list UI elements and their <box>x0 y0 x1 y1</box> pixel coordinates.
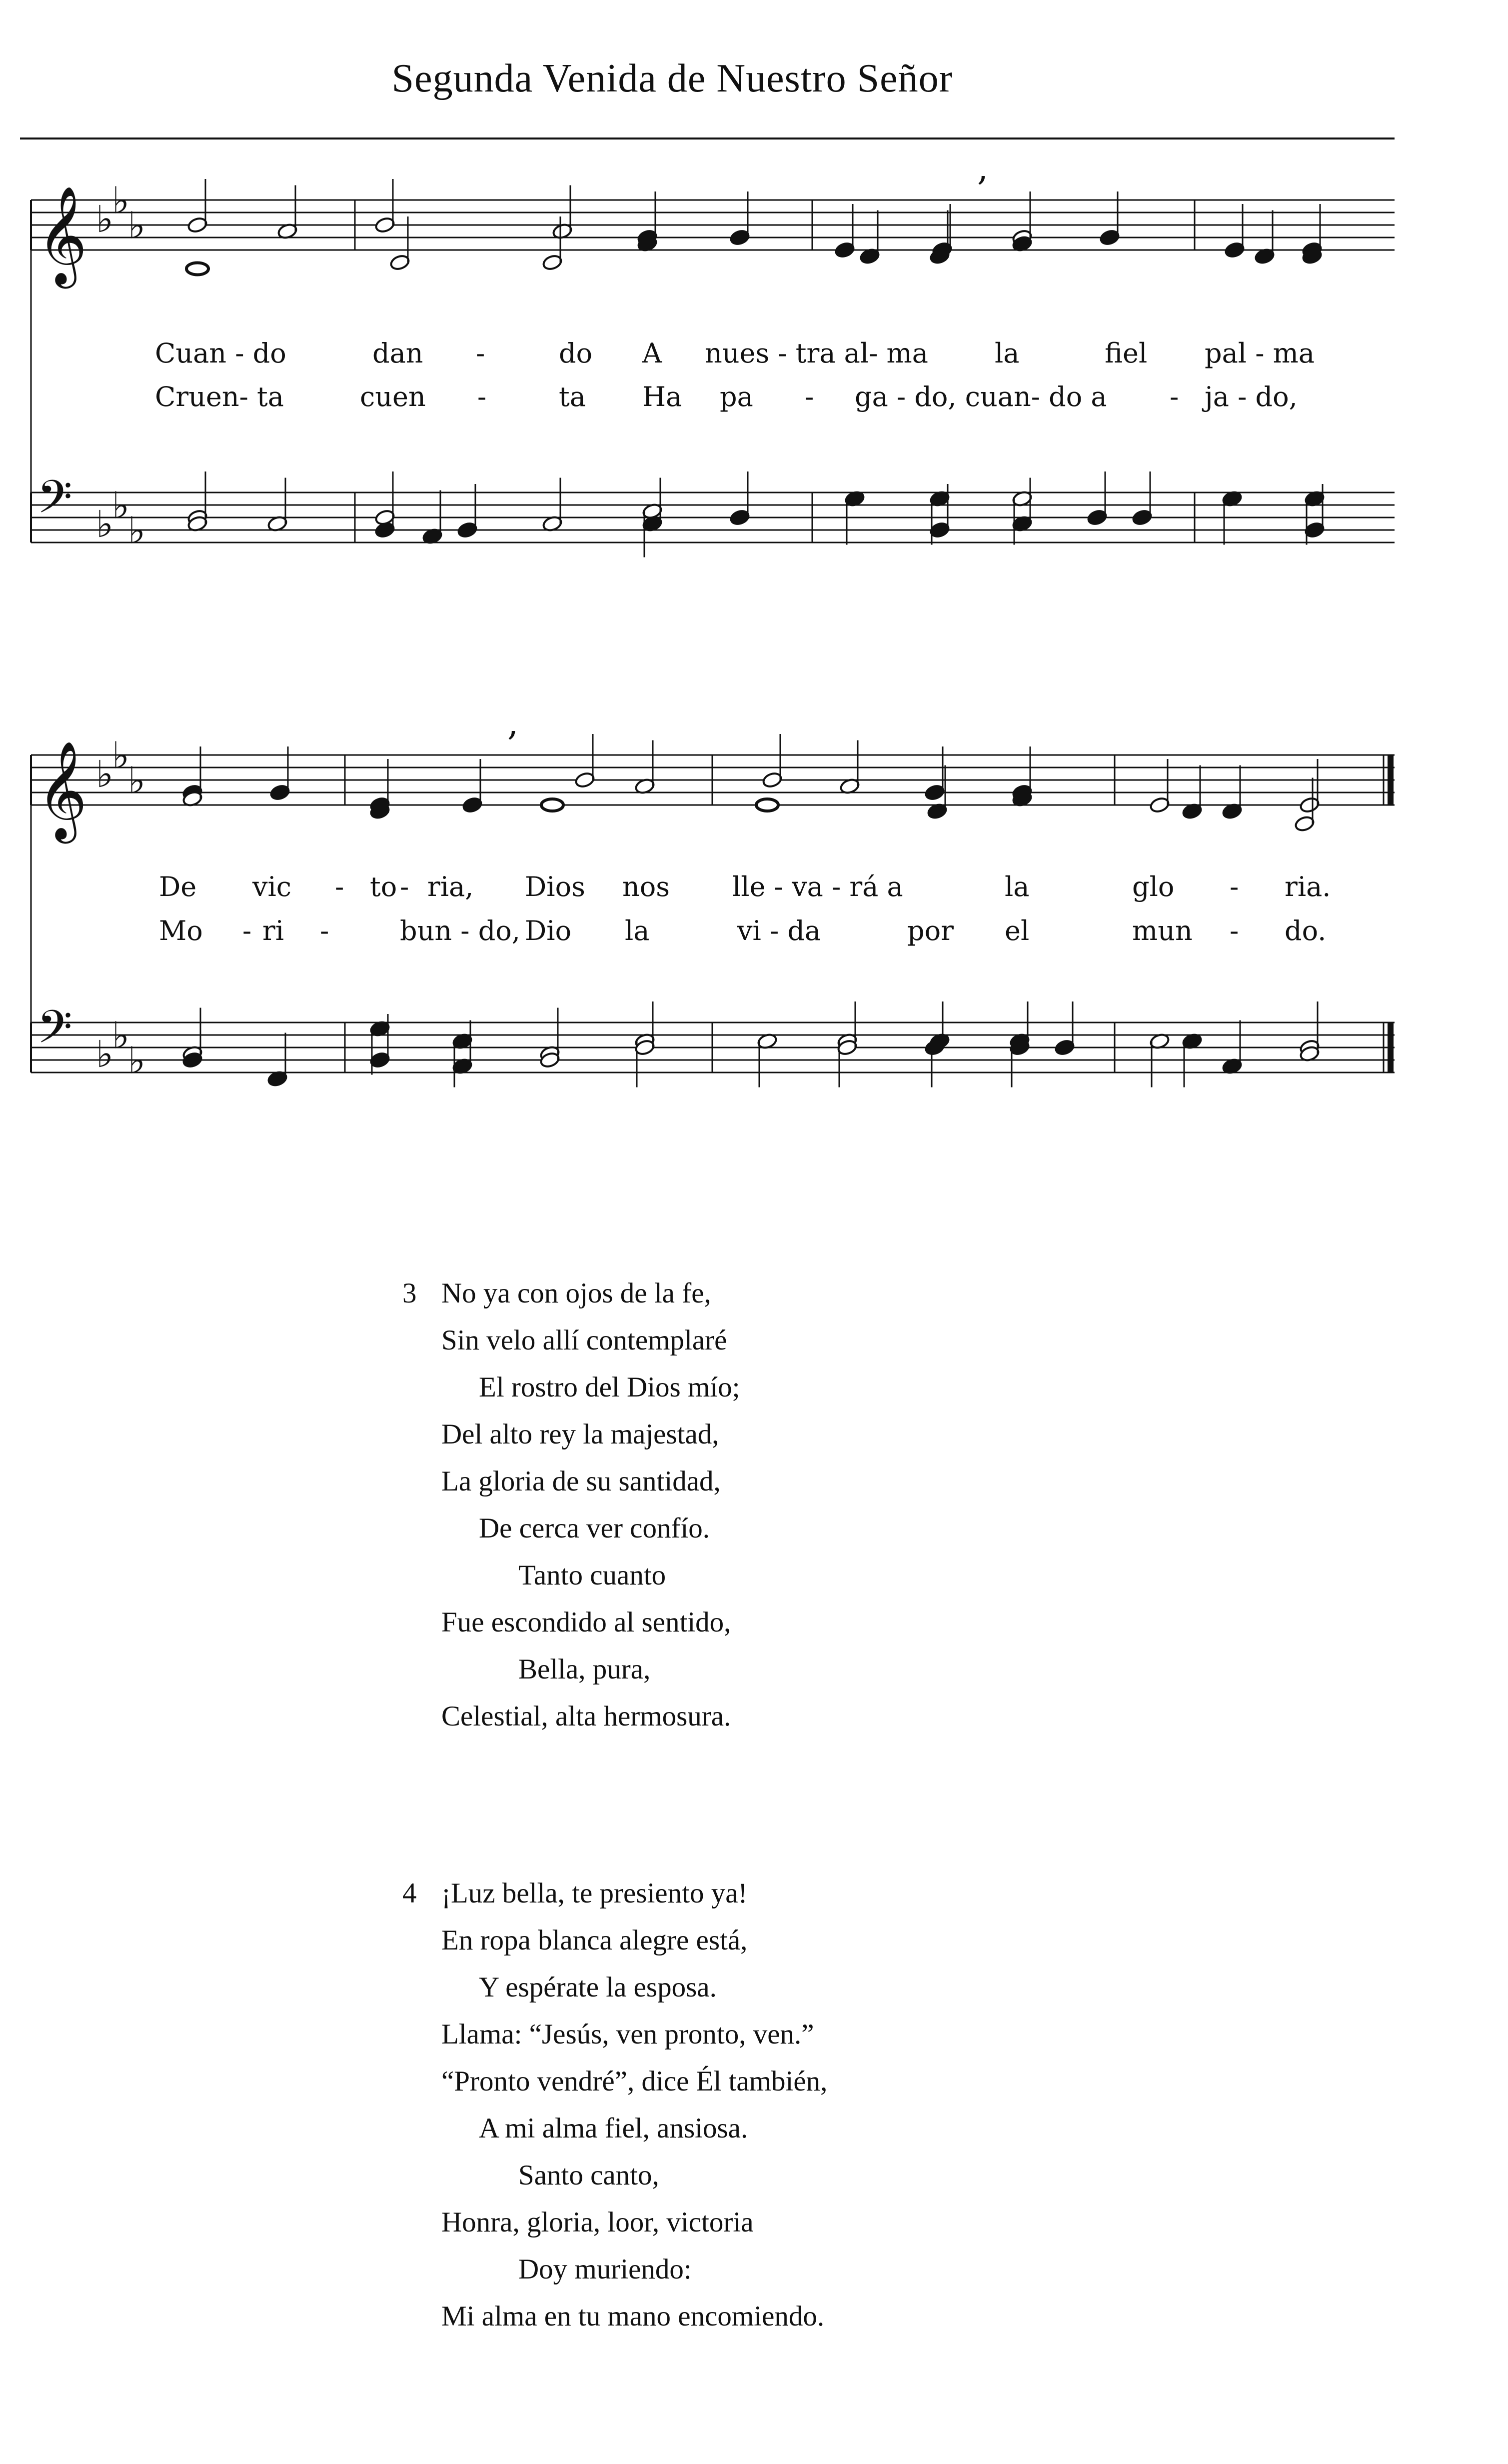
final-barline-thick <box>1388 1022 1394 1072</box>
treble-staff <box>31 734 1395 844</box>
lyric-syllable: glo <box>1132 871 1175 902</box>
lyric-syllable: De <box>159 871 197 902</box>
lyric-syllable: por <box>907 915 954 946</box>
lyric-syllable: A <box>642 338 662 369</box>
lyric-syllable: cuen <box>360 381 426 412</box>
lyric-syllable: - <box>805 381 814 412</box>
lyric-syllable: to <box>370 871 397 902</box>
flat-icon: ♭ <box>112 734 129 778</box>
breath-mark-icon: , <box>977 148 989 188</box>
lyric-syllable: mun <box>1132 915 1193 946</box>
stanza-line: Tanto cuanto <box>518 1560 666 1591</box>
stanza-3 <box>402 1270 1052 1750</box>
stanza-line: El rostro del Dios mío; <box>479 1372 740 1403</box>
stanza-line: Doy muriendo: <box>518 2254 692 2285</box>
lyric-syllable: - <box>1170 381 1179 412</box>
flat-icon: ♭ <box>128 759 145 802</box>
note-head <box>186 263 208 275</box>
flat-icon: ♭ <box>96 198 113 241</box>
lyric-syllable: pa <box>720 381 753 412</box>
lyric-syllable: la <box>995 338 1020 369</box>
stanza-line: Y espérate la esposa. <box>479 1972 717 2003</box>
page-title: Segunda Venida de Nuestro Señor <box>391 56 953 100</box>
lyric-syllable: Cruen- ta <box>155 381 284 412</box>
lyric-syllable: pal - ma <box>1205 338 1315 369</box>
lyric-syllable: - <box>400 871 409 902</box>
treble-staff <box>31 180 1395 289</box>
stanza-number: 3 <box>402 1278 417 1309</box>
breath-mark-icon: , <box>507 702 519 744</box>
lyric-syllable: vic <box>252 871 292 902</box>
lyric-syllable: - <box>1230 915 1239 946</box>
music-score <box>0 0 1508 1125</box>
stanza-line: De cerca ver confío. <box>479 1512 710 1544</box>
lyric-syllable: ta <box>559 381 586 412</box>
lyrics <box>155 338 1331 946</box>
bass-clef-icon: 𝄢 <box>37 470 72 534</box>
flat-icon: ♭ <box>128 1039 145 1082</box>
lyric-syllable: do <box>559 338 593 369</box>
treble-clef-icon: 𝄞 <box>37 740 87 840</box>
flat-icon: ♭ <box>112 1014 129 1058</box>
lyric-syllable: Dio <box>525 915 572 946</box>
lyric-syllable: ri <box>262 915 284 946</box>
lyric-syllable: el <box>1005 915 1030 946</box>
lyric-syllable: bun - do, <box>400 915 520 946</box>
stanza-line: Sin velo allí contemplaré <box>441 1324 727 1356</box>
lyric-syllable: fiel <box>1105 338 1148 369</box>
stanza-line: A mi alma fiel, ansiosa. <box>479 2112 748 2144</box>
stanza-line: Fue escondido al sentido, <box>441 1606 731 1638</box>
lyric-syllable: Ha <box>642 381 682 412</box>
lyric-syllable: ga - do, cuan- do a <box>855 381 1107 412</box>
stanza-line: Del alto rey la majestad, <box>441 1418 719 1450</box>
stanza-number: 4 <box>402 1878 417 1909</box>
flat-icon: ♭ <box>96 503 113 546</box>
note-head <box>541 799 563 811</box>
stanza-line: Bella, pura, <box>518 1654 651 1685</box>
stanza-line: ¡Luz bella, te presiento ya! <box>441 1878 748 1909</box>
stanza-line: Honra, gloria, loor, victoria <box>441 2206 754 2238</box>
lyric-syllable: Dios <box>525 871 585 902</box>
lyric-syllable: - <box>477 381 487 412</box>
lyric-syllable: la <box>1005 871 1030 902</box>
lyric-syllable: dan <box>372 338 423 369</box>
flat-icon: ♭ <box>112 484 129 528</box>
lyric-syllable: nos <box>622 871 670 902</box>
lyric-syllable: vi - da <box>737 915 821 946</box>
flat-icon: ♭ <box>128 509 145 552</box>
lyric-syllable: - <box>335 871 344 902</box>
lyric-syllable: - <box>242 915 252 946</box>
lyric-syllable: la <box>625 915 650 946</box>
lyric-syllable: - <box>476 338 485 369</box>
stanza-line: No ya con ojos de la fe, <box>441 1278 711 1309</box>
stanza-4 <box>402 1870 1052 2350</box>
bass-clef-icon: 𝄢 <box>37 1000 72 1064</box>
note-head <box>756 799 778 811</box>
lyric-syllable: Cuan - do <box>155 338 286 369</box>
final-barline-thick <box>1388 755 1394 805</box>
stanza-line: Llama: “Jesús, ven pronto, ven.” <box>441 2018 814 2050</box>
stanza-line: La gloria de su santidad, <box>441 1466 721 1497</box>
lyric-syllable: Mo <box>159 915 203 946</box>
lyric-syllable: - <box>320 915 329 946</box>
lyric-syllable: - <box>1230 871 1239 902</box>
flat-icon: ♭ <box>128 204 145 248</box>
stanza-line: Santo canto, <box>518 2160 659 2191</box>
bass-staff <box>31 470 1395 552</box>
flat-icon: ♭ <box>96 1033 113 1076</box>
treble-clef-icon: 𝄞 <box>37 186 87 284</box>
lyric-syllable: nues - tra al- ma <box>705 338 928 369</box>
stanza-line: En ropa blanca alegre está, <box>441 1924 748 1956</box>
lyric-syllable: ria. <box>1285 871 1331 902</box>
stanza-line: “Pronto vendré”, dice Él también, <box>441 2066 828 2097</box>
stanza-line: Mi alma en tu mano encomiendo. <box>441 2300 825 2332</box>
lyric-syllable: ja - do, <box>1205 381 1298 412</box>
stanza-line: Celestial, alta hermosura. <box>441 1700 731 1732</box>
flat-icon: ♭ <box>96 753 113 796</box>
lyric-syllable: ria, <box>427 871 474 902</box>
lyric-syllable: lle - va - rá a <box>732 871 903 902</box>
lyric-syllable: do. <box>1285 915 1327 946</box>
flat-icon: ♭ <box>112 179 129 222</box>
